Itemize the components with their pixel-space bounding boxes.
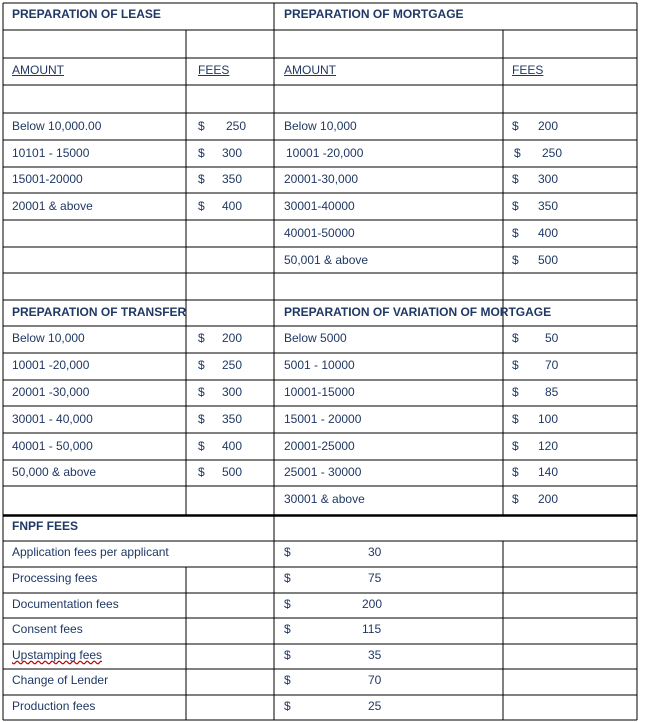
lease-amount-header: AMOUNT xyxy=(12,63,64,77)
variation-title: PREPARATION OF VARIATION OF MORTGAGE xyxy=(284,305,552,319)
variation-fee: 70 xyxy=(545,358,559,372)
dollar-sign: $ xyxy=(198,331,205,345)
mortgage-fee: 400 xyxy=(538,226,559,240)
dollar-sign: $ xyxy=(512,492,519,506)
transfer-fee: 250 xyxy=(222,358,243,372)
dollar-sign: $ xyxy=(512,358,519,372)
dollar-sign: $ xyxy=(284,571,291,585)
fnpf-label: Documentation fees xyxy=(12,597,119,611)
dollar-sign: $ xyxy=(198,172,205,186)
dollar-sign: $ xyxy=(198,146,205,160)
mortgage-fee: 300 xyxy=(538,172,559,186)
dollar-sign: $ xyxy=(198,439,205,453)
mortgage-amount: 30001-40000 xyxy=(284,199,355,213)
fnpf-label: Processing fees xyxy=(12,571,98,585)
fnpf-label: Production fees xyxy=(12,699,96,713)
dollar-sign: $ xyxy=(284,597,291,611)
mortgage-amount: 20001-30,000 xyxy=(284,172,359,186)
dollar-sign: $ xyxy=(284,648,291,662)
lease-fee: 250 xyxy=(226,119,247,133)
dollar-sign: $ xyxy=(512,465,519,479)
variation-amount: 20001-25000 xyxy=(284,439,355,453)
variation-amount: Below 5000 xyxy=(284,331,347,345)
fnpf-fee: 75 xyxy=(368,571,382,585)
transfer-amount: 10001 -20,000 xyxy=(12,358,90,372)
lease-fee: 350 xyxy=(222,172,243,186)
mortgage-fee: 200 xyxy=(538,119,559,133)
lease-amount: 10101 - 15000 xyxy=(12,146,90,160)
transfer-fee: 300 xyxy=(222,385,243,399)
dollar-sign: $ xyxy=(512,439,519,453)
fnpf-title: FNPF FEES xyxy=(12,519,79,533)
transfer-fee: 500 xyxy=(222,465,243,479)
transfer-amount: 50,000 & above xyxy=(12,465,97,479)
variation-fee: 100 xyxy=(538,412,559,426)
fnpf-fee: 200 xyxy=(362,597,383,611)
transfer-title: PREPARATION OF TRANSFER xyxy=(12,305,187,319)
dollar-sign: $ xyxy=(512,331,519,345)
lease-amount: 15001-20000 xyxy=(12,172,83,186)
transfer-amount: Below 10,000 xyxy=(12,331,85,345)
variation-fee: 120 xyxy=(538,439,559,453)
mortgage-fee: 350 xyxy=(538,199,559,213)
mortgage-fee: 250 xyxy=(542,146,563,160)
transfer-fee: 200 xyxy=(222,331,243,345)
dollar-sign: $ xyxy=(198,385,205,399)
variation-amount: 25001 - 30000 xyxy=(284,465,362,479)
transfer-amount: 40001 - 50,000 xyxy=(12,439,93,453)
dollar-sign: $ xyxy=(198,119,205,133)
dollar-sign: $ xyxy=(198,358,205,372)
dollar-sign: $ xyxy=(284,545,291,559)
mortgage-amount: 10001 -20,000 xyxy=(286,146,364,160)
variation-fee: 50 xyxy=(545,331,559,345)
variation-fee: 200 xyxy=(538,492,559,506)
transfer-amount: 30001 - 40,000 xyxy=(12,412,93,426)
dollar-sign: $ xyxy=(512,412,519,426)
lease-amount: Below 10,000.00 xyxy=(12,119,102,133)
transfer-amount: 20001 -30,000 xyxy=(12,385,90,399)
transfer-fee: 400 xyxy=(222,439,243,453)
mortgage-amount-header: AMOUNT xyxy=(284,63,336,77)
dollar-sign: $ xyxy=(512,199,519,213)
fnpf-label: Consent fees xyxy=(12,622,83,636)
dollar-sign: $ xyxy=(284,673,291,687)
fnpf-fee: 30 xyxy=(368,545,382,559)
fnpf-fee: 25 xyxy=(368,699,382,713)
variation-amount: 10001-15000 xyxy=(284,385,355,399)
mortgage-fee: 500 xyxy=(538,253,559,267)
lease-title: PREPARATION OF LEASE xyxy=(12,7,161,21)
mortgage-fees-header: FEES xyxy=(512,63,544,77)
lease-amount: 20001 & above xyxy=(12,199,93,213)
dollar-sign: $ xyxy=(512,119,519,133)
fnpf-fee: 70 xyxy=(368,673,382,687)
dollar-sign: $ xyxy=(198,199,205,213)
mortgage-amount: 50,001 & above xyxy=(284,253,369,267)
variation-amount: 30001 & above xyxy=(284,492,365,506)
dollar-sign: $ xyxy=(198,412,205,426)
dollar-sign: $ xyxy=(284,622,291,636)
variation-amount: 5001 - 10000 xyxy=(284,358,355,372)
dollar-sign: $ xyxy=(512,385,519,399)
fnpf-fee: 35 xyxy=(368,648,382,662)
fnpf-fee: 115 xyxy=(362,622,382,636)
lease-fee: 300 xyxy=(222,146,243,160)
fnpf-label: Upstamping fees xyxy=(12,648,103,662)
dollar-sign: $ xyxy=(284,699,291,713)
dollar-sign: $ xyxy=(512,172,519,186)
variation-fee: 85 xyxy=(545,385,559,399)
dollar-sign: $ xyxy=(198,465,205,479)
transfer-fee: 350 xyxy=(222,412,243,426)
variation-amount: 15001 - 20000 xyxy=(284,412,362,426)
mortgage-title: PREPARATION OF MORTGAGE xyxy=(284,7,464,21)
dollar-sign: $ xyxy=(512,226,519,240)
lease-fees-header: FEES xyxy=(198,63,230,77)
lease-fee: 400 xyxy=(222,199,243,213)
dollar-sign: $ xyxy=(514,146,521,160)
mortgage-amount: Below 10,000 xyxy=(284,119,357,133)
variation-fee: 140 xyxy=(538,465,559,479)
fnpf-label: Application fees per applicant xyxy=(12,545,169,559)
mortgage-amount: 40001-50000 xyxy=(284,226,355,240)
dollar-sign: $ xyxy=(512,253,519,267)
fnpf-label: Change of Lender xyxy=(12,673,109,687)
